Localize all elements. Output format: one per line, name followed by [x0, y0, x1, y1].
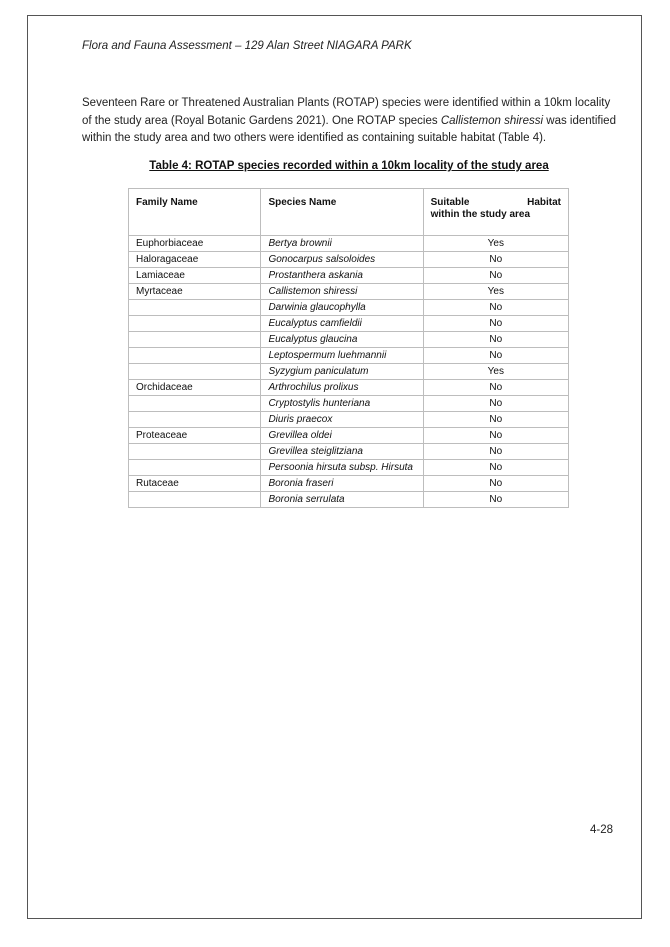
table-body: [129, 236, 569, 508]
habitat-cell: No: [423, 412, 568, 428]
habitat-cell: No: [423, 300, 568, 316]
habitat-cell: No: [423, 332, 568, 348]
table-row: [129, 492, 569, 508]
rotap-species-table: [128, 188, 569, 508]
header-habitat-line2: within the study area: [430, 209, 531, 220]
table-row: [129, 444, 569, 460]
table-row: [129, 476, 569, 492]
header-habitat-word1: Suitable: [430, 197, 470, 208]
intro-text-part1: Seventeen Rare or Threatened Australian Plants (ROTAP) species were identified within a 10km locality of the study area (Royal Botanic Gardens 2021). One ROTAP species: [82, 97, 611, 127]
table-row: [129, 428, 569, 444]
species-cell: Leptospermum luehmannii: [261, 348, 423, 364]
family-cell: [129, 332, 261, 348]
table-row: [129, 252, 569, 268]
species-cell: Arthrochilus prolixus: [261, 380, 423, 396]
table-row: [129, 236, 569, 252]
table-row: [129, 268, 569, 284]
habitat-cell: No: [423, 396, 568, 412]
species-cell: Darwinia glaucophylla: [261, 300, 423, 316]
habitat-cell: No: [423, 444, 568, 460]
family-cell: Lamiaceae: [129, 268, 261, 284]
family-cell: [129, 492, 261, 508]
species-cell: Grevillea steiglitziana: [261, 444, 423, 460]
family-cell: [129, 316, 261, 332]
species-cell: Gonocarpus salsoloides: [261, 252, 423, 268]
table-row: [129, 316, 569, 332]
species-cell: Callistemon shiressi: [261, 284, 423, 300]
table-row: [129, 332, 569, 348]
habitat-cell: Yes: [423, 364, 568, 380]
intro-species-name: Callistemon shiressi: [440, 114, 544, 127]
habitat-cell: No: [423, 316, 568, 332]
habitat-cell: No: [423, 428, 568, 444]
table-row: [129, 284, 569, 300]
habitat-cell: No: [423, 268, 568, 284]
species-cell: Cryptostylis hunteriana: [261, 396, 423, 412]
family-cell: Orchidaceae: [129, 380, 261, 396]
table-row: [129, 380, 569, 396]
header-family-name: Family Name: [129, 189, 261, 236]
species-cell: Boronia fraseri: [261, 476, 423, 492]
species-cell: Eucalyptus camfieldii: [261, 316, 423, 332]
species-cell: Grevillea oldei: [261, 428, 423, 444]
family-cell: Haloragaceae: [129, 252, 261, 268]
table-row: [129, 412, 569, 428]
family-cell: [129, 348, 261, 364]
species-cell: Bertya brownii: [261, 236, 423, 252]
species-cell: Persoonia hirsuta subsp. Hirsuta: [261, 460, 423, 476]
header-suitable-habitat: [423, 189, 568, 236]
habitat-cell: No: [423, 492, 568, 508]
family-cell: Rutaceae: [129, 476, 261, 492]
family-cell: [129, 460, 261, 476]
family-cell: Myrtaceae: [129, 284, 261, 300]
habitat-cell: No: [423, 476, 568, 492]
habitat-cell: No: [423, 348, 568, 364]
table-row: [129, 460, 569, 476]
family-cell: Proteaceae: [129, 428, 261, 444]
family-cell: Euphorbiaceae: [129, 236, 261, 252]
family-cell: [129, 444, 261, 460]
header-species-name: Species Name: [261, 189, 423, 236]
table-row: [129, 364, 569, 380]
species-cell: Boronia serrulata: [261, 492, 423, 508]
page-number: 4-28: [590, 824, 614, 836]
table-row: [129, 348, 569, 364]
family-cell: [129, 412, 261, 428]
family-cell: [129, 396, 261, 412]
habitat-cell: Yes: [423, 284, 568, 300]
table-caption: Table 4: ROTAP species recorded within a 10km locality of the study area: [149, 160, 549, 172]
species-cell: Diuris praecox: [261, 412, 423, 428]
table-row: [129, 300, 569, 316]
habitat-cell: No: [423, 460, 568, 476]
species-cell: Prostanthera askania: [261, 268, 423, 284]
family-cell: [129, 364, 261, 380]
intro-text-part2: was identified within the study area and two others were identified as containing suitable habitat (Table 4).: [82, 114, 616, 144]
habitat-cell: No: [423, 252, 568, 268]
intro-paragraph: [82, 95, 622, 148]
habitat-cell: No: [423, 380, 568, 396]
table-header-row: [129, 189, 569, 236]
species-cell: Eucalyptus glaucina: [261, 332, 423, 348]
species-cell: Syzygium paniculatum: [261, 364, 423, 380]
table-row: [129, 396, 569, 412]
family-cell: [129, 300, 261, 316]
habitat-cell: Yes: [423, 236, 568, 252]
page-header: Flora and Fauna Assessment – 129 Alan Street NIAGARA PARK: [82, 40, 412, 52]
header-habitat-word2: Habitat: [527, 197, 561, 208]
